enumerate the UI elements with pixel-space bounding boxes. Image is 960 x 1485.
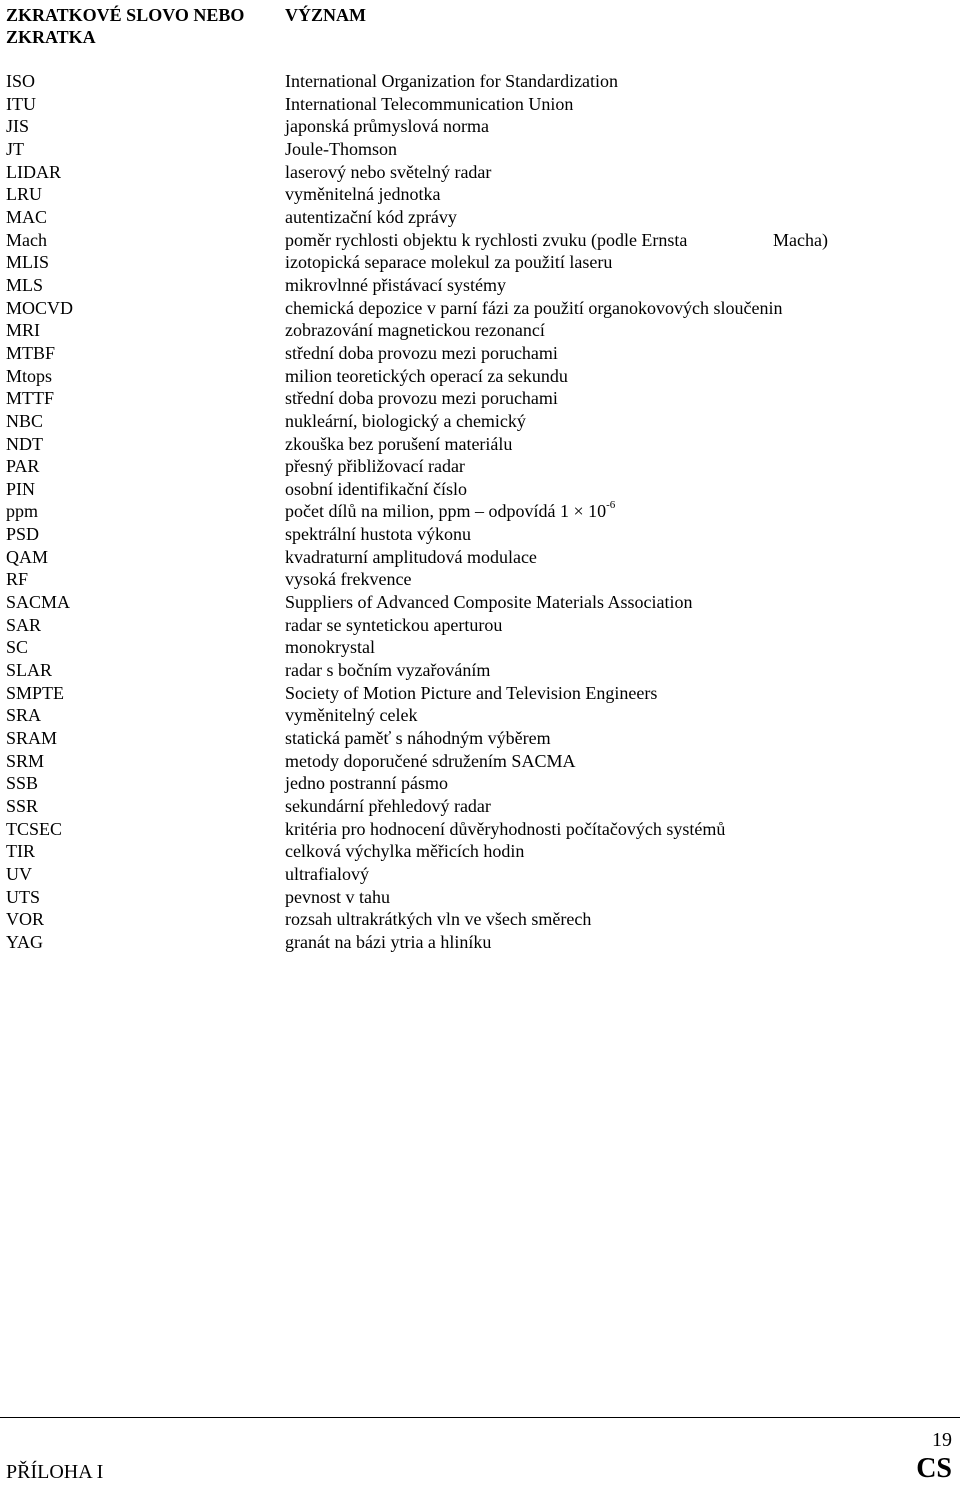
table-row <box>6 274 946 297</box>
footer-divider <box>0 1417 960 1418</box>
meaning-text: Suppliers of Advanced Composite Materials Association <box>285 592 693 613</box>
meaning <box>285 206 457 228</box>
meaning <box>285 682 657 704</box>
table-row <box>6 387 946 410</box>
table-row <box>6 93 946 116</box>
table-row <box>6 659 946 682</box>
abbreviation: Mach <box>6 229 47 250</box>
meaning-text: mikrovlnné přistávací systémy <box>285 274 506 295</box>
table-row <box>6 772 946 795</box>
abbreviation: UV <box>6 863 32 884</box>
table-row <box>6 636 946 659</box>
abbreviation: UTS <box>6 886 41 907</box>
table-row <box>6 342 946 365</box>
table-row <box>6 908 946 931</box>
meaning-text: rozsah ultrakrátkých vln ve všech směrech <box>285 909 592 930</box>
abbreviation: QAM <box>6 546 49 567</box>
page-number: 19 <box>932 1429 952 1451</box>
abbreviation: SSB <box>6 773 39 794</box>
meaning-text: ultrafialový <box>285 863 369 884</box>
meaning <box>285 93 573 115</box>
table-row <box>6 750 946 773</box>
table-row <box>6 795 946 818</box>
table-row <box>6 500 946 523</box>
table-row <box>6 161 946 184</box>
abbreviation-list <box>6 70 946 954</box>
abbreviation: RF <box>6 569 29 590</box>
meaning-text: nukleární, biologický a chemický <box>285 410 526 431</box>
meaning-text: přesný přibližovací radar <box>285 456 465 477</box>
table-row <box>6 297 946 320</box>
meaning <box>285 319 545 341</box>
meaning <box>285 727 551 749</box>
meaning-text: jedno postranní pásmo <box>285 773 448 794</box>
abbreviation: NBC <box>6 410 44 431</box>
meaning-text: osobní identifikační číslo <box>285 478 467 499</box>
table-row <box>6 319 946 342</box>
meaning-text: celková výchylka měřicích hodin <box>285 841 525 862</box>
abbreviation: MTBF <box>6 342 56 363</box>
abbreviation: ISO <box>6 71 36 91</box>
meaning-text: granát na bázi ytria a hliníku <box>285 931 492 952</box>
abbreviation: VOR <box>6 909 45 930</box>
table-row <box>6 863 946 886</box>
table-row <box>6 229 946 252</box>
meaning <box>285 818 725 840</box>
meaning <box>285 274 506 296</box>
abbreviation: PAR <box>6 456 40 477</box>
abbreviation-column-title: ZKRATKOVÉ SLOVO NEBO ZKRATKA <box>6 5 245 47</box>
table-row <box>6 614 946 637</box>
meaning <box>285 840 524 862</box>
meaning <box>285 70 618 92</box>
abbreviation: JIS <box>6 116 30 137</box>
meaning-column-title: VÝZNAM <box>285 5 366 25</box>
meaning <box>285 795 491 817</box>
meaning-text: radar se syntetickou aperturou <box>285 614 503 635</box>
table-row <box>6 818 946 841</box>
meaning-text: International Telecommunication Union <box>285 93 574 114</box>
table-row <box>6 704 946 727</box>
table-row <box>6 931 946 954</box>
meaning-text: metody doporučené sdružením SACMA <box>285 750 576 771</box>
abbreviation: MLS <box>6 274 44 295</box>
meaning-text: chemická depozice v parní fázi za použití organokovových sloučenin <box>285 297 783 318</box>
meaning-text: laserový nebo světelný radar <box>285 161 492 182</box>
meaning <box>285 750 575 772</box>
meaning-text: kritéria pro hodnocení důvěryhodnosti počítačových systémů <box>285 818 726 839</box>
table-row <box>6 206 946 229</box>
meaning <box>285 863 369 885</box>
abbreviation: MRI <box>6 320 41 341</box>
meaning <box>285 365 568 387</box>
meaning <box>285 297 782 319</box>
meaning-text: počet dílů na milion, ppm – odpovídá 1 × 10 <box>285 501 607 522</box>
meaning <box>285 659 490 681</box>
meaning <box>285 138 397 160</box>
abbreviation: PIN <box>6 478 36 499</box>
meaning-text: Society of Motion Picture and Television Engineers <box>285 682 658 703</box>
meaning-text: vyměnitelná jednotka <box>285 184 441 205</box>
table-row <box>6 410 946 433</box>
meaning-continuation: Macha) <box>773 229 828 250</box>
table-row <box>6 546 946 569</box>
meaning <box>285 342 558 364</box>
table-row <box>6 727 946 750</box>
abbreviation: ITU <box>6 93 36 114</box>
table-row <box>6 591 946 614</box>
abbreviation: MLIS <box>6 252 50 273</box>
abbreviation: NDT <box>6 433 43 454</box>
meaning <box>285 772 448 794</box>
abbreviation: JT <box>6 138 24 159</box>
meaning <box>285 931 491 953</box>
meaning <box>285 568 411 590</box>
meaning <box>285 546 537 568</box>
meaning <box>285 251 612 273</box>
meaning <box>285 614 502 636</box>
meaning-text: kvadraturní amplitudová modulace <box>285 546 537 567</box>
meaning-text: pevnost v tahu <box>285 886 390 907</box>
meaning-text: japonská průmyslová norma <box>285 116 489 137</box>
abbreviation: SRM <box>6 750 45 771</box>
meaning <box>285 433 512 455</box>
abbreviation: TIR <box>6 841 35 862</box>
meaning-text: International Organization for Standardization <box>285 71 619 91</box>
meaning <box>285 908 591 930</box>
meaning <box>285 229 687 251</box>
abbreviation: SRAM <box>6 728 58 749</box>
annex-label: PŘÍLOHA I <box>6 1461 104 1483</box>
table-row <box>6 840 946 863</box>
meaning-text: zobrazování magnetickou rezonancí <box>285 320 545 341</box>
meaning-text: statická paměť s náhodným výběrem <box>285 728 551 749</box>
abbreviation: SAR <box>6 614 42 635</box>
abbreviation: MTTF <box>6 388 55 409</box>
table-row <box>6 886 946 909</box>
table-row <box>6 251 946 274</box>
language-code: CS <box>916 1453 952 1484</box>
table-row <box>6 478 946 501</box>
meaning <box>285 161 491 183</box>
abbreviation: MOCVD <box>6 297 74 318</box>
meaning <box>285 455 465 477</box>
meaning <box>285 704 417 726</box>
abbreviation: SSR <box>6 796 39 816</box>
table-row <box>6 115 946 138</box>
table-row <box>6 433 946 456</box>
meaning-text: milion teoretických operací za sekundu <box>285 365 568 386</box>
meaning-text: poměr rychlosti objektu k rychlosti zvuku (podle Ernsta <box>285 229 688 250</box>
meaning <box>285 523 471 545</box>
abbreviation: LRU <box>6 184 42 205</box>
table-row <box>6 682 946 705</box>
abbreviation: Mtops <box>6 365 53 386</box>
meaning-text: střední doba provozu mezi poruchami <box>285 388 558 409</box>
table-row <box>6 70 946 93</box>
table-row <box>6 455 946 478</box>
meaning <box>285 886 390 908</box>
abbreviation: SC <box>6 637 29 658</box>
abbreviation: PSD <box>6 524 40 545</box>
abbreviation: ppm <box>6 501 39 522</box>
meaning-text: střední doba provozu mezi poruchami <box>285 342 558 363</box>
meaning <box>285 500 615 522</box>
meaning <box>285 636 375 658</box>
meaning <box>285 410 526 432</box>
abbreviation: SACMA <box>6 592 71 613</box>
meaning-text: zkouška bez porušení materiálu <box>285 433 513 454</box>
meaning-text: vyměnitelný celek <box>285 705 418 726</box>
meaning-text: sekundární přehledový radar <box>285 796 491 816</box>
meaning-text: autentizační kód zprávy <box>285 206 457 227</box>
abbreviation: MAC <box>6 206 48 227</box>
meaning-text: spektrální hustota výkonu <box>285 524 471 545</box>
meaning <box>285 478 467 500</box>
abbreviation: SLAR <box>6 660 53 681</box>
table-row <box>6 568 946 591</box>
abbreviation: SMPTE <box>6 682 65 703</box>
abbreviation: TCSEC <box>6 818 63 839</box>
meaning-text: izotopická separace molekul za použití laseru <box>285 252 613 273</box>
table-row <box>6 138 946 161</box>
meaning-text: vysoká frekvence <box>285 569 412 590</box>
meaning-text: monokrystal <box>285 637 375 658</box>
table-row <box>6 365 946 388</box>
table-row <box>6 183 946 206</box>
meaning <box>285 115 489 137</box>
abbreviation: SRA <box>6 705 42 726</box>
meaning <box>285 387 558 409</box>
table-row <box>6 523 946 546</box>
meaning-superscript: -6 <box>606 499 616 512</box>
meaning-text: radar s bočním vyzařováním <box>285 660 491 681</box>
abbreviation: LIDAR <box>6 161 61 182</box>
meaning-text: Joule-Thomson <box>285 138 397 159</box>
meaning <box>285 183 440 205</box>
abbreviation: YAG <box>6 931 44 952</box>
meaning <box>285 591 692 613</box>
